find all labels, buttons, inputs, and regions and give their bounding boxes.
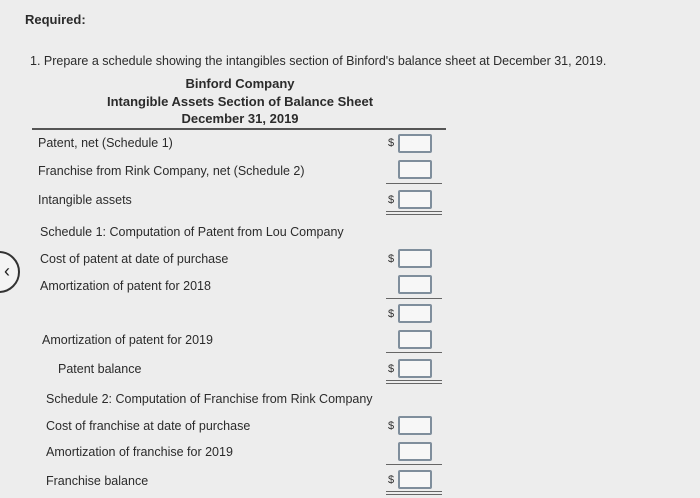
franchise-balance-label: Franchise balance bbox=[46, 474, 149, 488]
dollar-sign: $ bbox=[388, 363, 395, 375]
franchise-net-label: Franchise from Rink Company, net (Schedule 2) bbox=[38, 164, 305, 178]
amort-patent-2019-input[interactable] bbox=[398, 330, 432, 349]
company-name: Binford Company bbox=[185, 76, 295, 91]
schedule2-title: Schedule 2: Computation of Franchise from Rink Company bbox=[46, 392, 373, 406]
schedule1-title: Schedule 1: Computation of Patent from Lou Company bbox=[40, 225, 344, 239]
cost-franchise-input[interactable] bbox=[398, 416, 432, 435]
subtotal-underline bbox=[386, 298, 442, 299]
dollar-sign: $ bbox=[388, 137, 395, 149]
cost-patent-input[interactable] bbox=[398, 249, 432, 268]
total-double-underline bbox=[386, 494, 442, 495]
header-rule bbox=[32, 128, 446, 130]
chevron-left-icon: ‹ bbox=[4, 261, 10, 281]
total-double-underline bbox=[386, 211, 442, 212]
franchise-balance-input[interactable] bbox=[398, 470, 432, 489]
cost-franchise-label: Cost of franchise at date of purchase bbox=[46, 419, 251, 433]
amort-patent-2018-input[interactable] bbox=[398, 275, 432, 294]
statement-title: Intangible Assets Section of Balance Sheet bbox=[106, 94, 374, 109]
nav-prev-button[interactable] bbox=[0, 251, 20, 293]
patent-net-input[interactable] bbox=[398, 134, 432, 153]
dollar-sign: $ bbox=[388, 420, 395, 432]
total-double-underline bbox=[386, 383, 442, 384]
patent-balance-label: Patent balance bbox=[58, 362, 142, 376]
patent-balance-input[interactable] bbox=[398, 359, 432, 378]
patent-subtotal-input[interactable] bbox=[398, 304, 432, 323]
question-text: 1. Prepare a schedule showing the intangibles section of Binford's balance sheet at December 31, 2019. bbox=[30, 54, 607, 68]
subtotal-underline bbox=[386, 352, 442, 353]
amort-franchise-2019-label: Amortization of franchise for 2019 bbox=[46, 445, 233, 459]
dollar-sign: $ bbox=[388, 253, 395, 265]
intangible-assets-label: Intangible assets bbox=[38, 193, 132, 207]
subtotal-underline bbox=[386, 183, 442, 184]
cost-patent-label: Cost of patent at date of purchase bbox=[40, 252, 229, 266]
statement-date: December 31, 2019 bbox=[181, 111, 299, 126]
patent-net-label: Patent, net (Schedule 1) bbox=[38, 136, 173, 150]
total-double-underline bbox=[386, 214, 442, 215]
subtotal-underline bbox=[386, 464, 442, 465]
dollar-sign: $ bbox=[388, 474, 395, 486]
required-label: Required: bbox=[25, 12, 86, 27]
franchise-net-input[interactable] bbox=[398, 160, 432, 179]
dollar-sign: $ bbox=[388, 194, 395, 206]
intangible-assets-input[interactable] bbox=[398, 190, 432, 209]
amort-patent-2018-label: Amortization of patent for 2018 bbox=[40, 279, 211, 293]
total-double-underline bbox=[386, 380, 442, 381]
dollar-sign: $ bbox=[388, 308, 395, 320]
total-double-underline bbox=[386, 491, 442, 492]
amort-franchise-2019-input[interactable] bbox=[398, 442, 432, 461]
amort-patent-2019-label: Amortization of patent for 2019 bbox=[42, 333, 213, 347]
